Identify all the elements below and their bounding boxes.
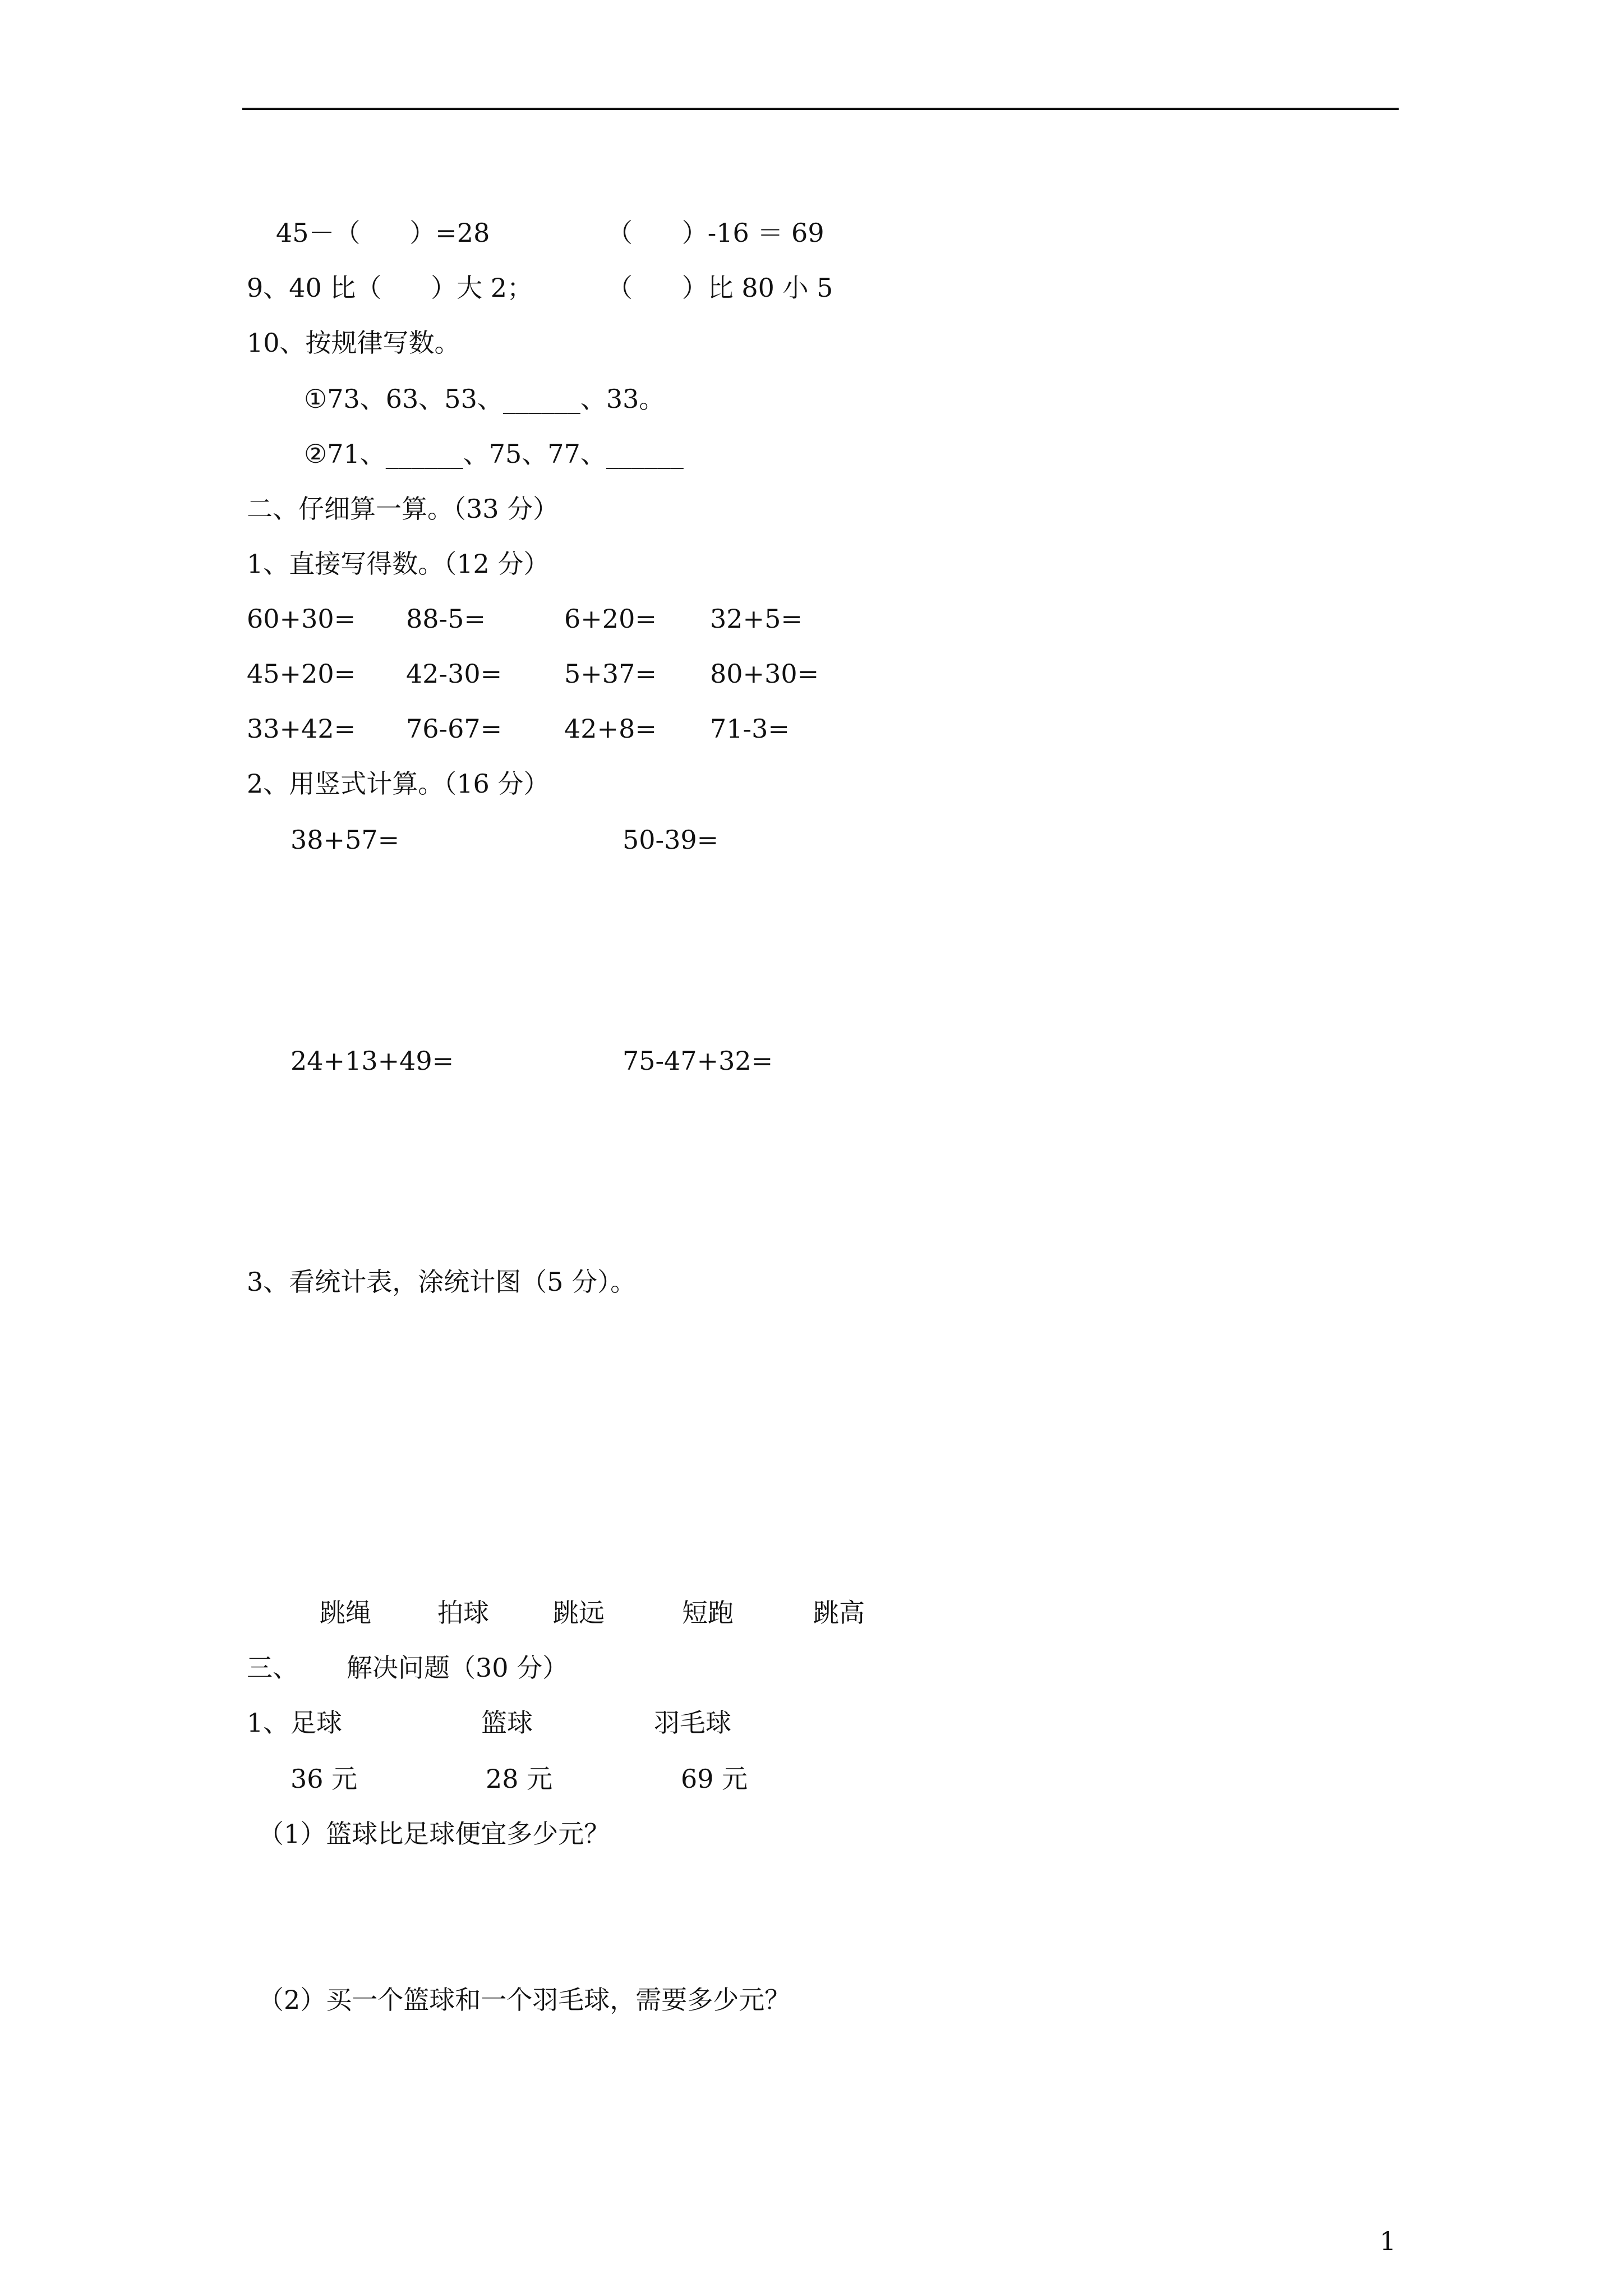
chart-category-label: 短跑 [682,1598,734,1628]
chart-category-label: 跳绳 [320,1598,371,1628]
page-number: 1 [1380,2226,1396,2256]
header-rule [242,108,1399,110]
item-price: 28 元 [486,1764,553,1794]
part3-heading: 解决问题（30 分） [347,1653,569,1683]
oral-calc-item: 42+8= [564,714,657,744]
oral-calc-item: 76-67= [406,714,502,744]
part3-subquestion-2: （2）买一个篮球和一个羽毛球，需要多少元？ [258,1985,791,2015]
oral-calc-item: 5+37= [564,659,657,689]
item-price: 69 元 [681,1764,748,1794]
oral-calc-item: 88-5= [406,604,486,634]
part2-section3-title: 3、看统计表，涂统计图（5 分）。 [247,1267,637,1297]
oral-calc-item: 80+30= [710,659,819,689]
part3-heading-number: 三、 [247,1653,298,1683]
vertical-calc-item: 38+57= [291,825,400,855]
q9-right: （ ）比 80 小 5 [607,273,833,303]
oral-calc-item: 60+30= [247,604,356,634]
chart-category-label: 拍球 [437,1598,489,1628]
item-name: 篮球 [481,1708,533,1738]
chart-category-label: 跳远 [553,1598,605,1628]
chart-category-label: 跳高 [813,1598,865,1628]
q8-left: 45－（ ）=28 [276,218,490,248]
part2-section2-title: 2、用竖式计算。（16 分） [247,769,550,799]
oral-calc-item: 42-30= [406,659,502,689]
oral-calc-item: 32+5= [710,604,803,634]
vertical-calc-item: 75-47+32= [623,1046,773,1076]
q9-left: 9、40 比（ ）大 2； [247,273,533,303]
part2-section1-title: 1、直接写得数。（12 分） [247,549,550,579]
oral-calc-item: 6+20= [564,604,657,634]
vertical-calc-item: 50-39= [623,825,719,855]
part3-q1-number: 1、 [247,1708,289,1738]
item-name: 足球 [291,1708,342,1738]
item-name: 羽毛球 [654,1708,731,1738]
q10-title: 10、按规律写数。 [247,328,460,358]
oral-calc-item: 33+42= [247,714,356,744]
item-price: 36 元 [291,1764,358,1794]
oral-calc-item: 45+20= [247,659,356,689]
part3-subquestion-1: （1）篮球比足球便宜多少元？ [258,1819,610,1849]
part2-heading: 二、仔细算一算。（33 分） [247,494,559,524]
q8-right: （ ）-16 ＝ 69 [607,218,824,248]
q10-sequence-1: ①73、63、53、______、33。 [304,384,665,414]
vertical-calc-item: 24+13+49= [291,1046,454,1076]
oral-calc-item: 71-3= [710,714,790,744]
q10-sequence-2: ②71、______、75、77、______ [304,439,684,469]
